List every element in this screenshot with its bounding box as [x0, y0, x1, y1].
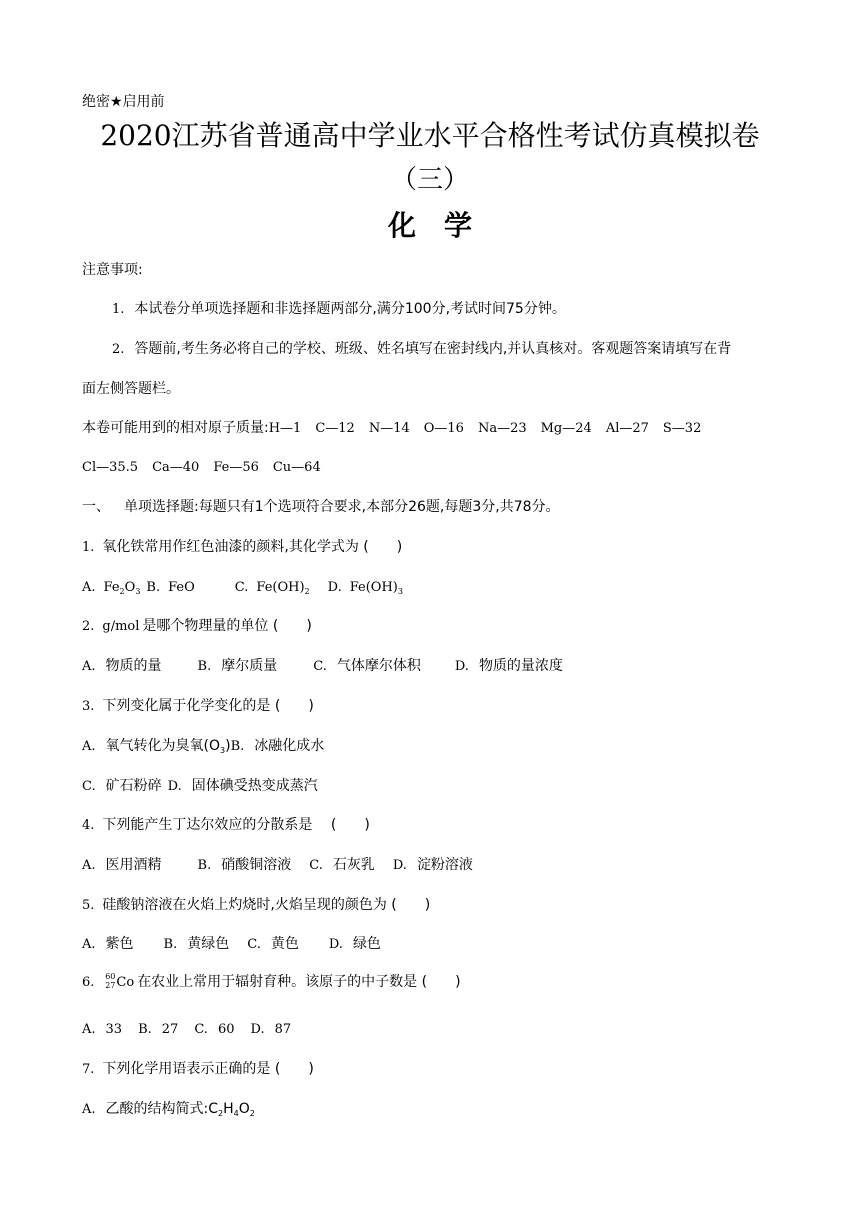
q2-stem: 是哪个物理量的单位 ( )	[142, 618, 312, 634]
q1-option-d	[350, 580, 403, 595]
q3-option-a-label: A.	[82, 739, 96, 754]
q1-options	[82, 577, 403, 598]
q2-option-c: 气体摩尔体积	[336, 658, 421, 674]
q3-a-sub: 3	[220, 746, 226, 755]
q3-a-close: )	[225, 738, 231, 754]
q6-mass-number: 60	[105, 972, 116, 981]
q6-num: 6.	[82, 975, 95, 990]
notice-item-1-num: 1.	[112, 302, 125, 317]
q1-d-sub: 3	[397, 587, 403, 596]
q5-num: 5.	[82, 898, 95, 913]
q6-option-d: 87	[274, 1022, 292, 1037]
atomic-mass-cl: Cl—35.5	[82, 460, 139, 475]
q3-option-d: 固体碘受热变成蒸汽	[191, 778, 318, 794]
q6-option-a: 33	[105, 1022, 123, 1037]
q6-isotope-notation	[100, 972, 116, 992]
exam-title: 2020江苏省普通高中学业水平合格性考试仿真模拟卷	[100, 119, 760, 152]
q1-option-a	[104, 580, 141, 595]
section-text: 单项选择题:每题只有1个选项符合要求,本部分26题,每题3分,共78分。	[124, 499, 560, 515]
q3-num: 3.	[82, 699, 95, 714]
notice-heading: 注意事项:	[82, 262, 143, 278]
q1-option-a-label: A.	[82, 580, 96, 595]
confidential-label: 绝密★启用前	[82, 94, 165, 110]
q2-option-d-label: D.	[454, 659, 469, 674]
q1-a-sub2: 3	[135, 587, 141, 596]
q4-option-d: 淀粉溶液	[416, 857, 473, 873]
q4-stem: 下列能产生丁达尔效应的分散系是 ( )	[102, 817, 370, 833]
q6-option-c: 60	[217, 1022, 235, 1037]
q4-option-b: 硝酸铜溶液	[221, 857, 292, 873]
atomic-mass-al: Al—27	[605, 421, 649, 436]
q1-a-fe: Fe	[103, 580, 120, 595]
q2-unit: g/mol	[102, 619, 140, 634]
atomic-mass-n: N—14	[368, 421, 410, 436]
q7-stem: 下列化学用语表示正确的是 ( )	[102, 1061, 314, 1077]
q6-option-b: 27	[161, 1022, 179, 1037]
q6-option-a-label: A.	[82, 1022, 96, 1037]
q1-a-o: O	[124, 580, 136, 595]
atomic-mass-na: Na—23	[477, 421, 527, 436]
q5-option-d: 绿色	[352, 936, 381, 952]
q3-option-c-label: C.	[82, 779, 96, 794]
q2-option-b-label: B.	[197, 659, 212, 674]
q5-option-b: 黄绿色	[187, 936, 230, 952]
q4-option-d-label: D.	[392, 858, 407, 873]
atomic-mass-fe: Fe—56	[213, 460, 259, 475]
q3-options-row-1	[82, 736, 324, 757]
q5-option-a-label: A.	[82, 937, 96, 952]
q6-stem: 在农业上常用于辐射育种。该原子的中子数是 ( )	[137, 974, 461, 990]
question-1	[82, 537, 402, 558]
q6-element: Co	[116, 975, 135, 990]
question-6	[82, 972, 461, 993]
q1-d-text: Fe(OH)	[349, 580, 398, 595]
atomic-mass-line-2	[82, 457, 321, 478]
q4-num: 4.	[82, 818, 95, 833]
q3-option-d-label: D.	[167, 779, 182, 794]
q1-option-c-label: C.	[234, 580, 249, 595]
q2-option-d: 物质的量浓度	[478, 658, 563, 674]
q5-stem: 硅酸钠溶液在火焰上灼烧时,火焰呈现的颜色为 ( )	[102, 897, 431, 913]
q5-option-c-label: C.	[247, 937, 261, 952]
q4-option-c-label: C.	[309, 858, 323, 873]
q1-a-sub1: 2	[119, 587, 125, 596]
exam-title-volume: （三）	[390, 165, 469, 195]
section-num: 一、	[82, 499, 110, 515]
atomic-mass-line-1	[82, 418, 701, 439]
q5-option-b-label: B.	[163, 937, 178, 952]
q1-option-b: FeO	[168, 580, 195, 595]
atomic-mass-h: H—1	[268, 421, 302, 436]
q4-option-c: 石灰乳	[332, 857, 375, 873]
q7-a-sub1: 2	[218, 1109, 224, 1118]
notice-item-2-text: 答题前,考生务必将自己的学校、班级、姓名填写在密封线内,并认真核对。客观题答案请填写在背	[134, 341, 732, 357]
q5-option-a: 紫色	[105, 936, 134, 952]
notice-item-1-text: 本试卷分单项选择题和非选择题两部分,满分100分,考试时间75分钟。	[134, 301, 566, 317]
q2-option-a-label: A.	[82, 659, 96, 674]
notice-item-2	[112, 339, 731, 360]
q3-a-text: 氧气转化为臭氧(O	[105, 738, 221, 754]
question-7	[82, 1059, 314, 1080]
question-4	[82, 815, 370, 836]
q2-option-b: 摩尔质量	[221, 658, 278, 674]
notice-item-1	[112, 299, 566, 320]
q7-option-a-label: A.	[82, 1102, 96, 1117]
q3-options-row-2	[82, 776, 318, 797]
q2-num: 2.	[82, 619, 95, 634]
question-5	[82, 895, 430, 916]
q4-option-a: 医用酒精	[105, 857, 162, 873]
notice-item-2-cont: 面左侧答题栏。	[82, 381, 180, 397]
q1-c-sub: 2	[304, 587, 310, 596]
atomic-mass-o: O—16	[423, 421, 464, 436]
q6-option-d-label: D.	[250, 1022, 265, 1037]
atomic-mass-cu: Cu—64	[272, 460, 321, 475]
atomic-mass-ca: Ca—40	[152, 460, 200, 475]
atomic-mass-mg: Mg—24	[540, 421, 592, 436]
q3-option-b: 冰融化成水	[254, 738, 325, 754]
q1-option-c	[256, 580, 309, 595]
q3-option-c: 矿石粉碎	[105, 778, 162, 794]
question-2	[82, 616, 312, 637]
subject-title: 化 学	[387, 209, 472, 242]
q7-a-sub2: 4	[233, 1109, 239, 1118]
q3-option-b-label: B.	[230, 739, 245, 754]
section-heading	[82, 497, 560, 517]
q2-options	[82, 656, 563, 677]
q4-option-a-label: A.	[82, 858, 96, 873]
q1-stem: 氧化铁常用作红色油漆的颜料,其化学式为 ( )	[102, 539, 403, 555]
q5-options	[82, 934, 381, 955]
q7-num: 7.	[82, 1062, 95, 1077]
q1-option-d-label: D.	[327, 580, 342, 595]
atomic-mass-label: 本卷可能用到的相对原子质量:	[82, 420, 269, 436]
q7-a-o: O	[238, 1101, 250, 1117]
q7-a-text: 乙酸的结构简式:C	[105, 1101, 219, 1117]
atomic-mass-c: C—12	[315, 421, 355, 436]
notice-item-2-num: 2.	[112, 342, 125, 357]
q6-option-b-label: B.	[138, 1022, 152, 1037]
q6-options	[82, 1019, 291, 1040]
question-3	[82, 696, 314, 717]
q3-option-a	[106, 738, 231, 754]
q4-options	[82, 855, 473, 876]
q6-option-c-label: C.	[194, 1022, 208, 1037]
q1-c-text: Fe(OH)	[256, 580, 305, 595]
q6-atomic-number: 27	[105, 981, 116, 990]
q7-option-a-row	[82, 1099, 255, 1120]
q1-option-b-label: B.	[146, 580, 161, 595]
q3-stem: 下列变化属于化学变化的是 ( )	[102, 698, 314, 714]
q1-num: 1.	[82, 540, 95, 555]
q5-option-c: 黄色	[270, 936, 299, 952]
q5-option-d-label: D.	[328, 937, 343, 952]
q7-option-a	[106, 1101, 255, 1117]
q7-a-sub3: 2	[249, 1109, 255, 1118]
q2-option-c-label: C.	[313, 659, 327, 674]
q7-a-h: H	[223, 1101, 234, 1117]
q4-option-b-label: B.	[197, 858, 212, 873]
atomic-mass-s: S—32	[662, 421, 702, 436]
q2-option-a: 物质的量	[105, 658, 162, 674]
